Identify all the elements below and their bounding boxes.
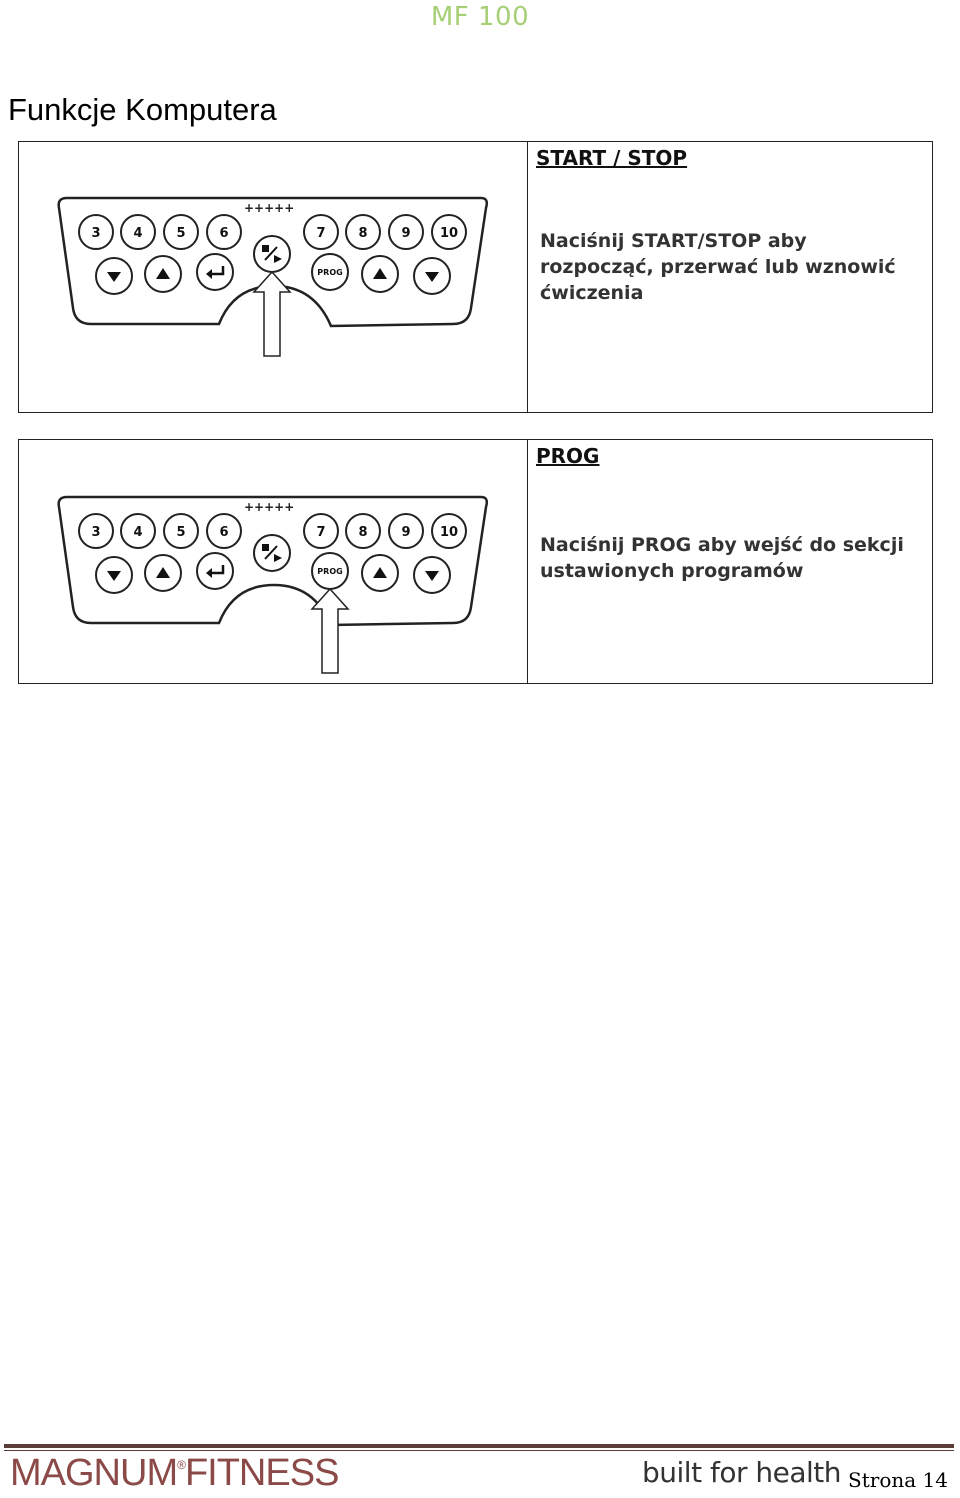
function-description: Naciśnij PROG aby wejść do sekcji ustawionych programów	[540, 534, 904, 582]
startstop-key	[254, 535, 290, 571]
prog-key-label: PROG	[317, 268, 343, 277]
stop-square-icon	[262, 544, 269, 551]
number-key-label: 8	[358, 226, 368, 241]
stop-square-icon	[262, 245, 269, 252]
console-illustration-cell	[19, 440, 528, 683]
number-key-label: 6	[219, 525, 229, 540]
section-title: Funkcje Komputera	[8, 92, 277, 127]
number-key-label: 4	[133, 226, 143, 241]
brand-logo	[10, 1452, 338, 1495]
number-key-label: 10	[439, 525, 459, 540]
number-key-label: 9	[401, 226, 411, 241]
number-key-label: 8	[358, 525, 368, 540]
footer-divider	[4, 1444, 954, 1448]
function-description: Naciśnij START/STOP aby rozpocząć, przerwać lub wznowić ćwiczenia	[540, 230, 896, 304]
registered-mark: ®	[177, 1458, 185, 1472]
brand-name: MAGNUM	[10, 1452, 178, 1494]
brand-tagline: built for health	[642, 1456, 841, 1489]
brand-suffix: FITNESS	[184, 1452, 339, 1494]
page-number: Strona 14	[848, 1468, 948, 1492]
function-row-prog	[18, 439, 933, 684]
startstop-key	[254, 236, 290, 272]
number-key-label: 7	[316, 226, 326, 241]
console-illustration-cell	[19, 142, 528, 412]
prog-key-label: PROG	[317, 567, 343, 576]
enter-key	[197, 254, 233, 290]
function-name: START / STOP	[536, 146, 688, 170]
number-key-label: 3	[91, 226, 101, 241]
document-header-title: MF 100	[430, 2, 530, 32]
number-key-label: 9	[401, 525, 411, 540]
console-panel-illustration	[19, 440, 527, 685]
level-indicator: +++++	[244, 500, 295, 514]
function-description-cell	[528, 440, 932, 683]
number-key-label: 5	[176, 226, 186, 241]
console-panel-illustration	[19, 142, 527, 414]
number-key-label: 6	[219, 226, 229, 241]
console-panel	[59, 497, 487, 673]
footer-divider-thin	[4, 1450, 954, 1451]
number-key-label: 7	[316, 525, 326, 540]
enter-key	[197, 553, 233, 589]
function-name: PROG	[536, 444, 600, 468]
function-description-cell	[528, 142, 932, 412]
function-row-start-stop	[18, 141, 933, 413]
number-key-label: 3	[91, 525, 101, 540]
level-indicator: +++++	[244, 201, 295, 215]
console-panel	[59, 198, 487, 356]
number-key-label: 4	[133, 525, 143, 540]
number-key-label: 5	[176, 525, 186, 540]
number-key-label: 10	[439, 226, 459, 241]
